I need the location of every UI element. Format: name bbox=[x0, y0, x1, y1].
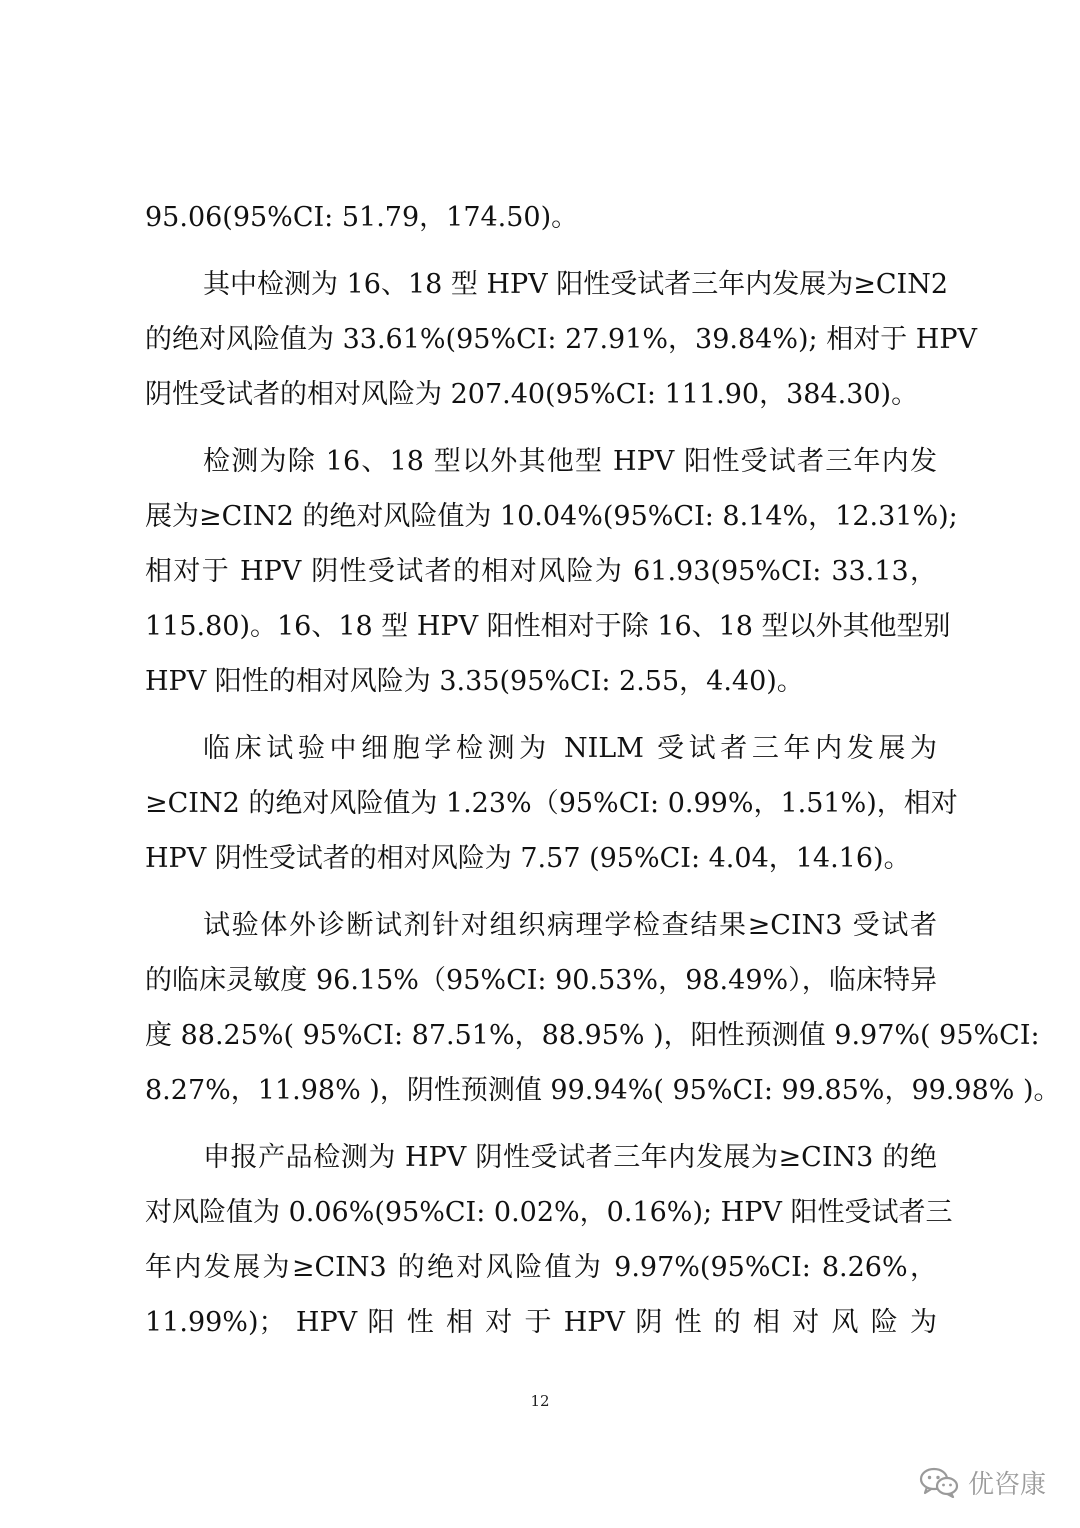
text-line: 11.99%)； HPV 阳 性 相 对 于 HPV 阴 性 的 相 对 风 险 为 bbox=[145, 1307, 937, 1338]
watermark bbox=[918, 1464, 1046, 1500]
text-line: 试验体外诊断试剂针对组织病理学检查结果≥CIN3 受试者 bbox=[203, 910, 937, 941]
text-line: 阴性受试者的相对风险为 207.40(95%CI: 111.90，384.30)。 bbox=[145, 379, 919, 410]
text-line: 检测为除 16、18 型以外其他型 HPV 阳性受试者三年内发 bbox=[203, 446, 937, 477]
text-line: 展为≥CIN2 的绝对风险值为 10.04%(95%CI: 8.14%，12.31%); bbox=[145, 501, 958, 532]
text-line: 申报产品检测为 HPV 阴性受试者三年内发展为≥CIN3 的绝 bbox=[203, 1142, 937, 1173]
text-line: 年内发展为≥CIN3 的绝对风险值为 9.97%(95%CI: 8.26%， bbox=[145, 1252, 937, 1283]
text-line: 度 88.25%( 95%CI: 87.51%，88.95% )，阳性预测值 9.97%( 95%CI: bbox=[145, 1020, 1040, 1051]
text-line: HPV 阴性受试者的相对风险为 7.57 (95%CI: 4.04，14.16)。 bbox=[145, 843, 911, 874]
text-line: 临床试验中细胞学检测为 NILM 受试者三年内发展为 bbox=[203, 733, 937, 764]
body-text bbox=[145, 190, 1061, 1350]
text-line: 对风险值为 0.06%(95%CI: 0.02%，0.16%); HPV 阳性受试者三 bbox=[145, 1197, 953, 1228]
paragraph-gap bbox=[145, 422, 937, 434]
text-line: 95.06(95%CI: 51.79，174.50)。 bbox=[145, 202, 579, 233]
text-line: 8.27%，11.98% )，阴性预测值 99.94%( 95%CI: 99.85%，99.98% )。 bbox=[145, 1075, 1061, 1106]
text-line: 的绝对风险值为 33.61%(95%CI: 27.91%，39.84%); 相对于 HPV bbox=[145, 324, 977, 355]
watermark-text: 优咨康 bbox=[967, 1469, 1046, 1500]
text-line: 相对于 HPV 阴性受试者的相对风险为 61.93(95%CI: 33.13， bbox=[145, 556, 937, 587]
text-line: HPV 阳性的相对风险为 3.35(95%CI: 2.55，4.40)。 bbox=[145, 666, 804, 697]
text-line: 115.80)。16、18 型 HPV 阳性相对于除 16、18 型以外其他型别 bbox=[145, 611, 951, 642]
paragraph-gap bbox=[145, 709, 937, 721]
text-line: ≥CIN2 的绝对风险值为 1.23%（95%CI: 0.99%，1.51%)，相对 bbox=[145, 788, 958, 819]
wechat-icon bbox=[918, 1466, 960, 1498]
text-line: 的临床灵敏度 96.15%（95%CI: 90.53%，98.49%），临床特异 bbox=[145, 965, 937, 996]
paragraph-gap bbox=[145, 886, 937, 898]
paragraph-gap bbox=[145, 245, 937, 257]
paragraph-gap bbox=[145, 1118, 937, 1130]
text-line: 其中检测为 16、18 型 HPV 阳性受试者三年内发展为≥CIN2 bbox=[203, 269, 949, 300]
page-number: 12 bbox=[530, 1392, 550, 1410]
